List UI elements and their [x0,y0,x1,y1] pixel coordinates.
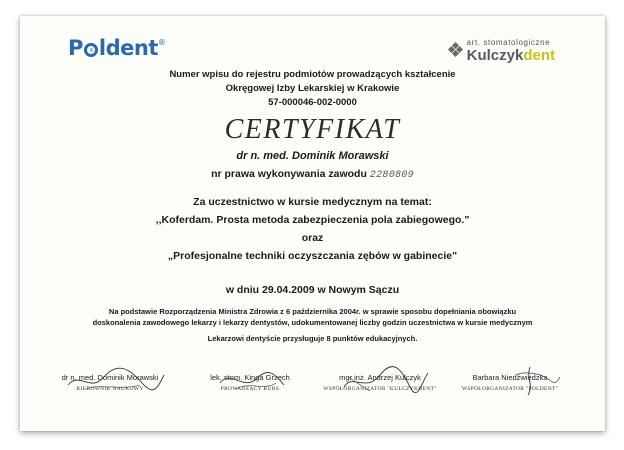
license-number: 2280809 [369,170,414,181]
license-label: nr prawa wykonywania zawodu [211,168,367,180]
recipient-name: dr n. med. Dominik Morawski [236,150,389,162]
kulczykdent-brand [467,47,555,64]
legal-line-2: doskonalenia zawodowego lekarzy i lekarzy dentystów, udokumentowanej liczby godzin uczestnictwa w kursie medycznym [92,318,533,327]
signature-block-1 [50,373,170,392]
handwritten-signature-1 [60,363,170,397]
registry-info [20,68,605,110]
signature-block-4 [450,373,570,392]
diamond-dots-logo-icon [449,43,463,57]
signature-block-2 [190,373,310,392]
poldent-logo-text-end: ldent [98,36,158,60]
kulczykdent-brand-accent: dent [523,47,555,64]
signature-role-3: WSPÓŁORGANIZATOR "KULCZYKDENT" [323,386,437,392]
registry-number: 57-000046-002-0000 [268,97,357,108]
legal-line-1: Na podstawie Rozporządzenia Ministra Zdrowia z 6 października 2004r. w sprawie sposobu dopełniania obowiązku [108,307,517,316]
course-conjunction: oraz [301,232,324,244]
signature-name-4: Barbara Niedźwiedzka [472,373,548,382]
kulczykdent-logo [467,38,555,65]
signature-name-1: dr n. med. Dominik Morawski [61,373,159,382]
kulczykdent-tagline: art. stomatologiczne [466,38,551,47]
certificate-title: CERTYFIKAT [224,114,401,145]
handwritten-signature-3 [330,363,440,397]
course-topic-1: ,,Koferdam. Prosta metoda zabezpieczenia pola zabiegowego." [155,214,470,226]
handwritten-signature-4 [460,363,570,397]
date-place: w dniu 29.04.2009 w Nowym Sączu [225,284,400,296]
course-topic-2: „Profesjonalne techniki oczyszczania zębów w gabinecie" [167,250,458,262]
signature-block-3 [320,373,440,392]
handwritten-signature-2 [200,363,310,397]
signature-role-1: KIEROWNIK NAUKOWY [76,386,144,392]
tooth-o-logo-icon [84,43,98,57]
course-intro: Za uczestnictwo w kursie medycznym na temat: [193,196,432,208]
legal-basis [20,306,605,328]
registered-mark: ® [157,38,166,47]
signature-name-2: lek. stom. Kinga Grzech [210,373,290,382]
registry-line-1: Numer wpisu do rejestru podmiotów prowadzących kształcenie [169,69,456,80]
certificate-paper [20,16,605,431]
signature-role-4: WSPÓŁORGANIZATOR "POLDENT" [461,386,559,392]
signature-name-3: mgr inż. Andrzej Kulczyk [339,373,421,382]
signature-role-2: PROWADZĄCY KURS [220,386,280,392]
points-text: Lekarzowi dentyście przysługuje 8 punktów edukacyjnych. [207,334,418,343]
license-line [20,168,605,181]
poldent-logo-text-start: P [68,36,83,60]
poldent-logo [68,36,165,60]
registry-line-2: Okręgowej Izby Lekarskiej w Krakowie [225,83,400,94]
kulczykdent-brand-main: Kulczyk [466,47,524,64]
